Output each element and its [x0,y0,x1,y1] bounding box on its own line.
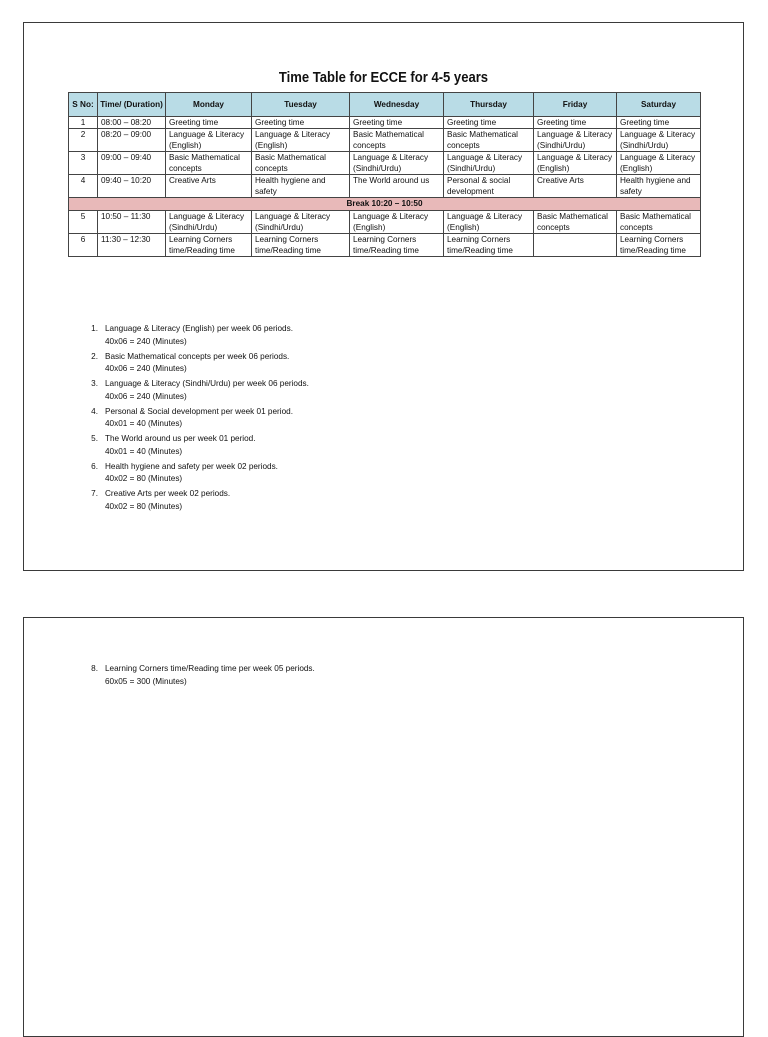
note-calculation: 40x02 = 80 (Minutes) [105,474,183,483]
note-text: Language & Literacy (English) per week 06 periods. [105,324,293,333]
document-title: Time Table for ECCE for 4-5 years [278,70,489,86]
note-text: Personal & Social development per week 01 period. [105,406,293,416]
note-calculation: 60x05 = 300 (Minutes) [105,676,187,686]
cell-friday [534,233,617,256]
cell-thursday: Personal & social development [444,175,534,198]
cell-saturday: Language & Literacy (Sindhi/Urdu) [617,129,701,152]
cell-monday: Greeting time [166,117,252,129]
cell-saturday: Greeting time [617,117,701,129]
table-row [69,210,701,233]
header-tuesday: Tuesday [252,93,350,117]
cell-friday: Language & Literacy (Sindhi/Urdu) [534,129,617,152]
row-time: 11:30 – 12:30 [98,233,166,256]
cell-wednesday: The World around us [350,175,444,198]
header-saturday: Saturday [617,93,701,117]
note-calculation: 40x01 = 40 (Minutes) [105,446,183,456]
list-number: 6. [91,461,98,471]
note-calculation: 40x01 = 40 (Minutes) [105,419,183,428]
cell-saturday: Language & Literacy (English) [617,152,701,175]
list-number: 3. [91,379,98,388]
note-text: Language & Literacy (Sindhi/Urdu) per week 06 periods. [105,379,309,388]
table-row [69,129,701,152]
cell-monday: Basic Mathematical concepts [166,152,252,175]
cell-monday: Learning Corners time/Reading time [166,233,252,256]
table-row [69,175,701,198]
list-item [88,351,309,376]
cell-friday: Greeting time [534,117,617,129]
header-sno: S No: [69,93,98,117]
cell-thursday: Language & Literacy (Sindhi/Urdu) [444,152,534,175]
row-time: 08:00 – 08:20 [98,117,166,129]
list-item [88,663,315,688]
cell-tuesday: Language & Literacy (Sindhi/Urdu) [252,210,350,233]
table-row [69,117,701,129]
table-row [69,152,701,175]
header-thursday: Thursday [444,93,534,117]
list-number: 4. [91,406,98,416]
list-number: 5. [91,434,98,443]
cell-monday: Language & Literacy (Sindhi/Urdu) [166,210,252,233]
list-item [88,378,309,403]
row-sno: 3 [69,152,98,175]
period-notes-list [88,323,309,516]
note-text: Health hygiene and safety per week 02 periods. [105,461,278,471]
note-text: The World around us per week 01 period. [105,434,256,443]
cell-wednesday: Learning Corners time/Reading time [350,233,444,256]
period-notes-list-continued [88,663,315,691]
row-time: 09:00 – 09:40 [98,152,166,175]
cell-tuesday: Learning Corners time/Reading time [252,233,350,256]
document-page-2 [23,617,744,1037]
cell-saturday: Learning Corners time/Reading time [617,233,701,256]
row-sno: 2 [69,129,98,152]
cell-tuesday: Health hygiene and safety [252,175,350,198]
document-page-1 [23,22,744,571]
cell-tuesday: Language & Literacy (English) [252,129,350,152]
list-item [88,323,309,348]
header-time: Time/ (Duration) [98,93,166,117]
cell-thursday: Greeting time [444,117,534,129]
list-item [88,406,309,431]
note-text: Learning Corners time/Reading time per week 05 periods. [105,664,315,673]
cell-monday: Creative Arts [166,175,252,198]
row-sno: 5 [69,210,98,233]
cell-thursday: Language & Literacy (English) [444,210,534,233]
break-label: Break 10:20 – 10:50 [69,198,701,210]
break-row [69,198,701,210]
cell-tuesday: Basic Mathematical concepts [252,152,350,175]
note-calculation: 40x06 = 240 (Minutes) [105,364,187,373]
cell-tuesday: Greeting time [252,117,350,129]
header-row [69,93,701,117]
row-sno: 1 [69,117,98,129]
header-friday: Friday [534,93,617,117]
row-sno: 4 [69,175,98,198]
note-calculation: 40x02 = 80 (Minutes) [105,501,183,511]
cell-saturday: Health hygiene and safety [617,175,701,198]
note-text: Basic Mathematical concepts per week 06 periods. [105,351,290,361]
cell-friday: Creative Arts [534,175,617,198]
note-calculation: 40x06 = 240 (Minutes) [105,336,187,346]
cell-wednesday: Greeting time [350,117,444,129]
timetable [68,92,701,257]
header-monday: Monday [166,93,252,117]
row-sno: 6 [69,233,98,256]
cell-saturday: Basic Mathematical concepts [617,210,701,233]
list-item [88,433,309,458]
row-time: 10:50 – 11:30 [98,210,166,233]
list-number: 1. [91,324,98,333]
row-time: 09:40 – 10:20 [98,175,166,198]
cell-wednesday: Basic Mathematical concepts [350,129,444,152]
list-item [88,488,309,513]
list-item [88,461,309,486]
cell-friday: Language & Literacy (English) [534,152,617,175]
note-calculation: 40x06 = 240 (Minutes) [105,391,187,401]
list-number: 7. [91,489,98,498]
note-text: Creative Arts per week 02 periods. [105,489,231,498]
cell-monday: Language & Literacy (English) [166,129,252,152]
cell-wednesday: Language & Literacy (Sindhi/Urdu) [350,152,444,175]
row-time: 08:20 – 09:00 [98,129,166,152]
cell-thursday: Learning Corners time/Reading time [444,233,534,256]
list-number: 8. [91,664,98,673]
cell-friday: Basic Mathematical concepts [534,210,617,233]
cell-wednesday: Language & Literacy (English) [350,210,444,233]
table-row [69,233,701,256]
list-number: 2. [91,351,98,361]
header-wednesday: Wednesday [350,93,444,117]
cell-thursday: Basic Mathematical concepts [444,129,534,152]
